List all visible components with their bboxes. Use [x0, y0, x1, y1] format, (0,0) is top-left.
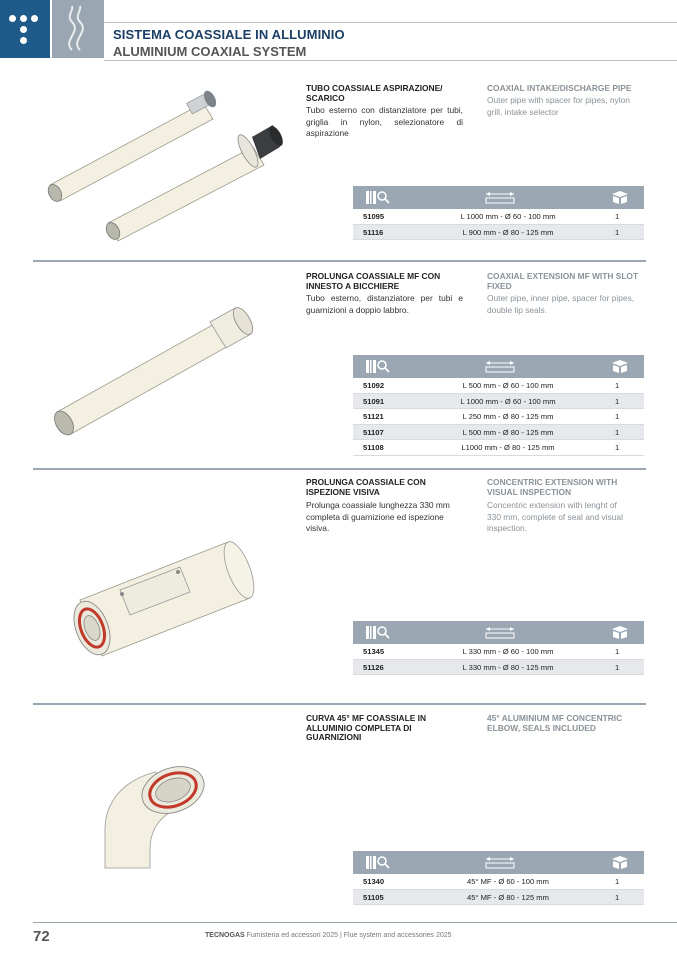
header-divider-bottom	[104, 60, 677, 61]
table-row: 51340 45° MF - Ø 60 - 100 mm 1	[353, 874, 644, 890]
section-divider	[33, 468, 646, 470]
table-header	[353, 851, 644, 874]
footer-caption: Fumisteria ed accessori 2025 | Flue system and accessories 2025	[246, 932, 452, 939]
section-divider	[33, 260, 646, 262]
measure-icon	[483, 625, 517, 640]
product-title-en: COAXIAL EXTENSION MF WITH SLOT FIXED	[487, 271, 639, 291]
product-title-en: 45° ALUMINIUM MF CONCENTRIC ELBOW, SEALS INCLUDED	[487, 713, 623, 733]
catalog-search-icon	[363, 625, 393, 640]
product-image-inspection-extension	[60, 520, 260, 670]
box-icon	[609, 855, 631, 870]
box-icon	[609, 359, 631, 374]
product-title-it: PROLUNGA COASSIALE CON ISPEZIONE VISIVA	[306, 477, 426, 497]
footer-brand: TECNOGAS	[205, 932, 245, 939]
page-title: SISTEMA COASSIALE IN ALLUMINIO	[113, 27, 345, 42]
catalog-search-icon	[363, 359, 393, 374]
page-subtitle: ALUMINIUM COAXIAL SYSTEM	[113, 44, 307, 59]
product-desc-it: Tubo esterno con distanziatore per tubi, griglia in nylon, selezionatore di aspirazione	[306, 105, 463, 138]
measure-icon	[483, 190, 517, 205]
product-title-it: TUBO COASSIALE ASPIRAZIONE/ SCARICO	[306, 83, 443, 103]
table-row: 51091 L 1000 mm - Ø 60 - 100 mm 1	[353, 394, 644, 410]
table-row: 51095 L 1000 mm - Ø 60 - 100 mm 1	[353, 209, 644, 225]
product-desc-it: Prolunga coassiale lunghezza 330 mm completa di guarnizione ed ispezione visiva.	[306, 500, 450, 533]
smoke-icon	[52, 0, 104, 58]
table-row: 51108 L1000 mm - Ø 80 - 125 mm 1	[353, 440, 644, 456]
product-table	[353, 621, 644, 675]
product-table	[353, 186, 644, 240]
table-row: 51092 L 500 mm - Ø 60 - 100 mm 1	[353, 378, 644, 394]
table-header	[353, 355, 644, 378]
table-header	[353, 621, 644, 644]
product-desc-en: Outer pipe, inner pipe, spacer for pipes, double lip seals.	[487, 293, 635, 315]
table-header	[353, 186, 644, 209]
product-title-en: COAXIAL INTAKE/DISCHARGE PIPE	[487, 83, 632, 93]
box-icon	[609, 625, 631, 640]
box-icon	[609, 190, 631, 205]
table-row: 51121 L 250 mm - Ø 80 - 125 mm 1	[353, 409, 644, 425]
product-image-intake-pipe	[38, 85, 298, 245]
footer-text	[205, 932, 452, 939]
footer-divider	[33, 922, 677, 923]
product-image-coaxial-extension	[45, 300, 275, 450]
product-desc-en: Outer pipe with spacer for pipes, nylon grill, intake selector	[487, 95, 630, 117]
measure-icon	[483, 855, 517, 870]
table-row: 51345 L 330 mm - Ø 60 - 100 mm 1	[353, 644, 644, 660]
page-number: 72	[33, 928, 50, 945]
product-table	[353, 851, 644, 905]
product-table	[353, 355, 644, 456]
product-desc-en: Concentric extension with lenght of 330 mm, complete of seal and visual inspection.	[487, 500, 623, 533]
table-row: 51116 L 900 mm - Ø 80 - 125 mm 1	[353, 225, 644, 241]
product-image-45-elbow	[95, 760, 215, 875]
table-row: 51126 L 330 mm - Ø 80 - 125 mm 1	[353, 660, 644, 676]
tecnogas-logo-icon	[0, 0, 50, 58]
header-divider	[104, 22, 677, 23]
table-row: 51105 45° MF - Ø 80 - 125 mm 1	[353, 890, 644, 906]
section-divider	[33, 703, 646, 705]
measure-icon	[483, 359, 517, 374]
product-desc-it: Tubo esterno, distanziatore per tubi e guarnizioni a doppio labbro.	[306, 293, 463, 315]
catalog-search-icon	[363, 855, 393, 870]
product-title-it: PROLUNGA COASSIALE MF CON INNESTO A BICCHIERE	[306, 271, 441, 291]
product-title-en: CONCENTRIC EXTENSION WITH VISUAL INSPECTION	[487, 477, 618, 497]
table-row: 51107 L 500 mm - Ø 80 - 125 mm 1	[353, 425, 644, 441]
catalog-search-icon	[363, 190, 393, 205]
product-title-it: CURVA 45° MF COASSIALE IN ALLUMINIO COMPLETA DI GUARNIZIONI	[306, 713, 426, 742]
